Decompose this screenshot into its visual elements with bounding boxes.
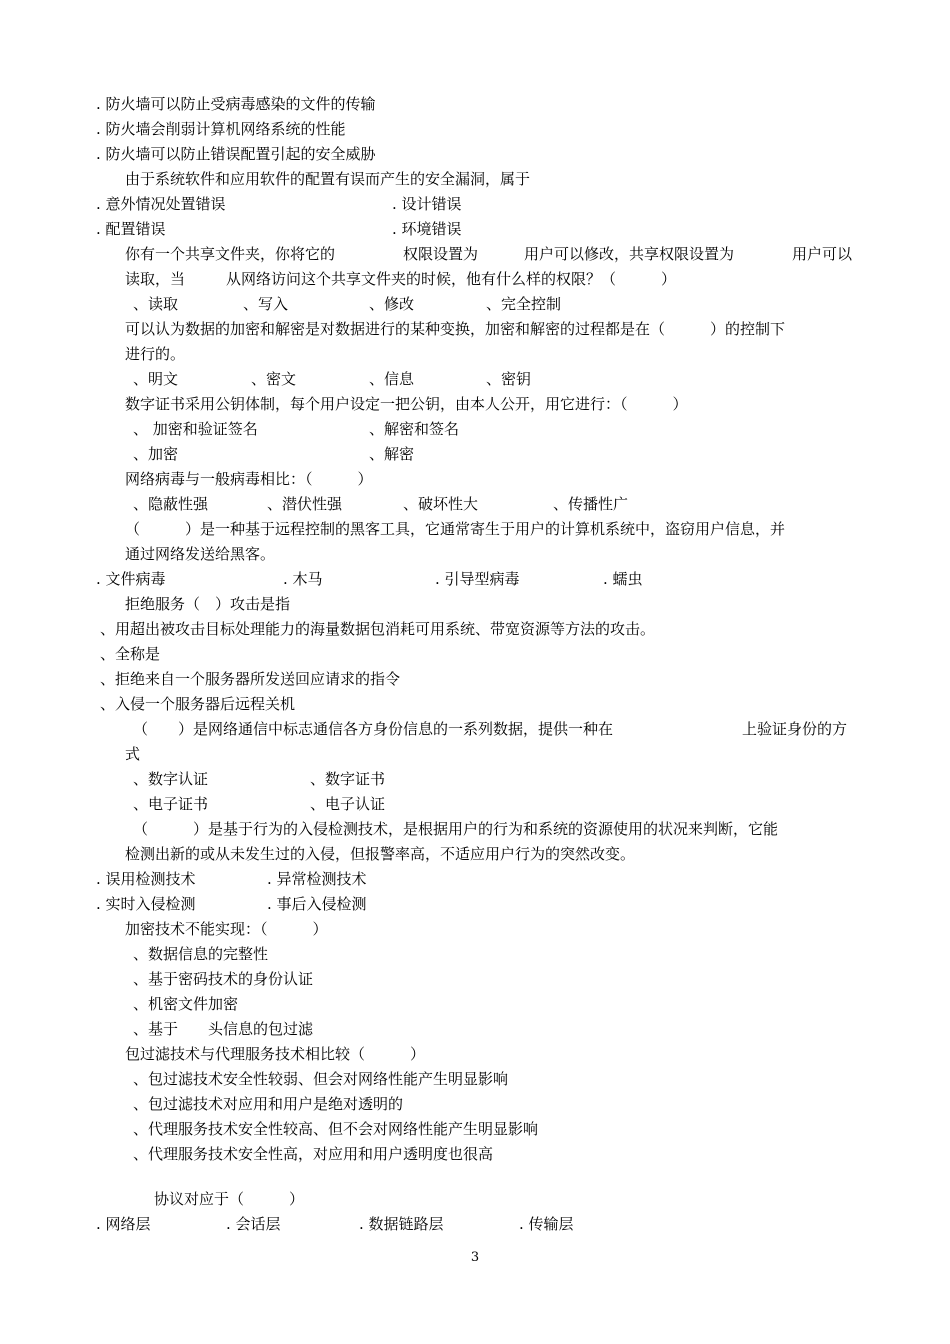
option-line: . 数据链路层 [359, 1215, 444, 1233]
question-line: 包过滤技术与代理服务技术相比较（ ） [125, 1045, 426, 1063]
option-line: . 会话层 [226, 1215, 281, 1233]
question-line: 用户可以 [792, 245, 853, 263]
option-line: 、密文 [251, 370, 297, 388]
option-line: 、全称是 [100, 645, 161, 663]
question-line: 由于系统软件和应用软件的配置有误而产生的安全漏洞，属于 [125, 170, 531, 188]
option-line: . 误用检测技术 [96, 870, 196, 888]
option-line: 、数据信息的完整性 [133, 945, 269, 963]
option-line: . 防火墙会削弱计算机网络系统的性能 [96, 120, 346, 138]
option-line: . 实时入侵检测 [96, 895, 196, 913]
option-line: 、传播性广 [553, 495, 629, 513]
option-line: 、入侵一个服务器后远程关机 [100, 695, 296, 713]
question-line: （ ）是一种基于远程控制的黑客工具，它通常寄生于用户的计算机系统中，盗窃用户信息，并 [125, 520, 786, 538]
question-line: 上验证身份的方 [742, 720, 848, 738]
option-line: 、潜伏性强 [267, 495, 343, 513]
option-line: . 环境错误 [392, 220, 462, 238]
question-line: （ ）是网络通信中标志通信各方身份信息的一系列数据，提供一种在 [133, 720, 614, 738]
option-line: 、用超出被攻击目标处理能力的海量数据包消耗可用系统、带宽资源等方法的攻击。 [100, 620, 656, 638]
question-line: 加密技术不能实现：（ ） [125, 920, 328, 938]
question-line: 从网络访问这个共享文件夹的时候，他有什么样的权限？（ ） [226, 270, 677, 288]
option-line: 头信息的包过滤 [208, 1020, 314, 1038]
option-line: 、完全控制 [486, 295, 562, 313]
option-line: 、代理服务技术安全性高，对应用和用户透明度也很高 [133, 1145, 494, 1163]
option-line: 、数字认证 [133, 770, 209, 788]
option-line: 、包过滤技术对应用和用户是绝对透明的 [133, 1095, 404, 1113]
option-line: 、拒绝来自一个服务器所发送回应请求的指令 [100, 670, 401, 688]
option-line: . 传输层 [519, 1215, 574, 1233]
question-line: 网络病毒与一般病毒相比：（ ） [125, 470, 373, 488]
option-line: 、修改 [369, 295, 415, 313]
option-line: . 蠕虫 [603, 570, 643, 588]
option-line: 、 加密和验证签名 [133, 420, 258, 438]
option-line: 、读取 [133, 295, 179, 313]
option-line: . 木马 [283, 570, 323, 588]
option-line: . 防火墙可以防止受病毒感染的文件的传输 [96, 95, 376, 113]
option-line: 、机密文件加密 [133, 995, 239, 1013]
option-line: 、写入 [243, 295, 289, 313]
option-line: 、明文 [133, 370, 179, 388]
option-line: 、隐蔽性强 [133, 495, 209, 513]
question-line: 拒绝服务（ ）攻击是指 [125, 595, 291, 613]
option-line: 、解密和签名 [369, 420, 460, 438]
question-line: 用户可以修改，共享权限设置为 [524, 245, 735, 263]
option-line: 、信息 [369, 370, 415, 388]
question-line: 数字证书采用公钥体制，每个用户设定一把公钥，由本人公开，用它进行：（ ） [125, 395, 688, 413]
option-line: . 事后入侵检测 [267, 895, 367, 913]
option-line: 、基于 [133, 1020, 179, 1038]
question-line: 进行的。 [125, 345, 186, 363]
page-number: 3 [470, 1250, 480, 1265]
question-line: （ ）是基于行为的入侵检测技术，是根据用户的行为和系统的资源使用的状况来判断，它能 [133, 820, 779, 838]
option-line: 、加密 [133, 445, 179, 463]
question-line: 通过网络发送给黑客。 [125, 545, 276, 563]
question-line: 读取，当 [125, 270, 186, 288]
option-line: 、密钥 [486, 370, 532, 388]
option-line: 、破坏性大 [403, 495, 479, 513]
option-line: . 文件病毒 [96, 570, 166, 588]
option-line: 、包过滤技术安全性较弱、但会对网络性能产生明显影响 [133, 1070, 509, 1088]
option-line: . 异常检测技术 [267, 870, 367, 888]
option-line: . 网络层 [96, 1215, 151, 1233]
question-line: 你有一个共享文件夹，你将它的 [125, 245, 336, 263]
option-line: 、代理服务技术安全性较高、但不会对网络性能产生明显影响 [133, 1120, 539, 1138]
option-line: . 设计错误 [392, 195, 462, 213]
question-line: 可以认为数据的加密和解密是对数据进行的某种变换，加密和解密的过程都是在（ ）的控制下 [125, 320, 786, 338]
question-line: 协议对应于（ ） [154, 1190, 305, 1208]
option-line: 、电子证书 [133, 795, 209, 813]
option-line: 、解密 [369, 445, 415, 463]
question-line: 式 [125, 745, 141, 763]
question-line: 权限设置为 [403, 245, 479, 263]
option-line: 、基于密码技术的身份认证 [133, 970, 314, 988]
option-line: . 引导型病毒 [435, 570, 520, 588]
option-line: 、数字证书 [310, 770, 386, 788]
option-line: 、电子认证 [310, 795, 386, 813]
option-line: . 防火墙可以防止错误配置引起的安全威胁 [96, 145, 376, 163]
option-line: . 配置错误 [96, 220, 166, 238]
question-line: 检测出新的或从未发生过的入侵，但报警率高，不适应用户行为的突然改变。 [125, 845, 636, 863]
option-line: . 意外情况处置错误 [96, 195, 226, 213]
